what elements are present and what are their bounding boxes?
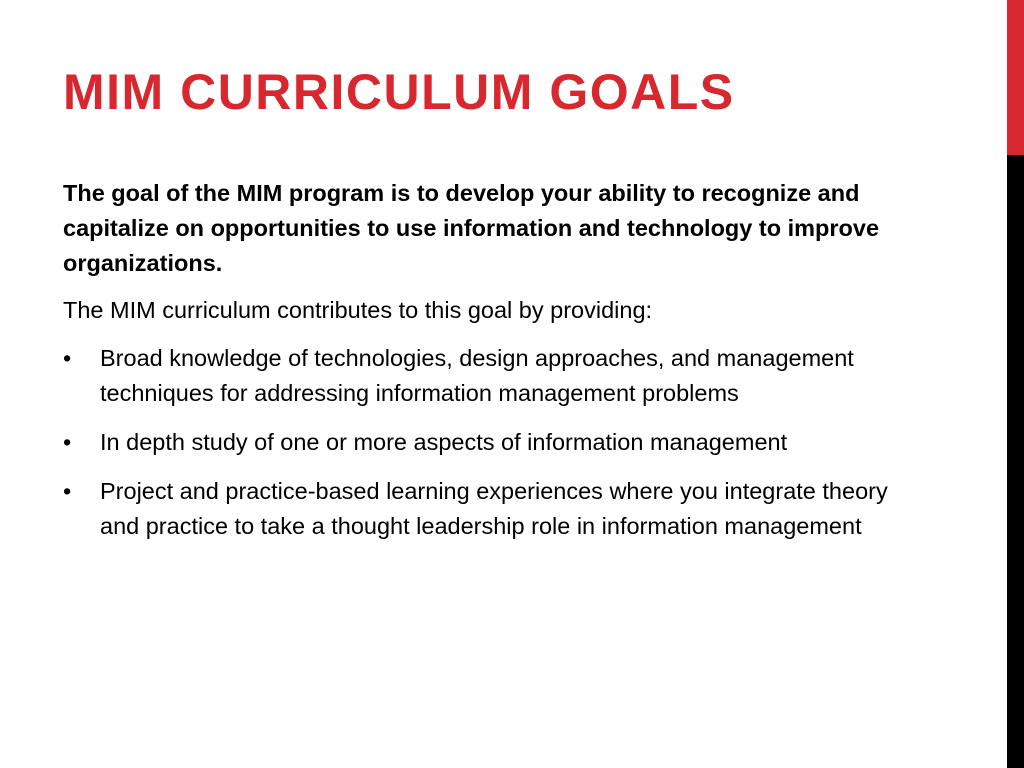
bullet-icon: • xyxy=(63,429,72,455)
bullet-list xyxy=(63,341,893,544)
bullet-item xyxy=(63,474,893,544)
bullet-text: In depth study of one or more aspects of information management xyxy=(100,429,788,455)
bullet-icon: • xyxy=(63,345,72,371)
bullet-icon: • xyxy=(63,478,72,504)
intro-paragraph: The goal of the MIM program is to develop your ability to recognize and capitalize on opportunities to use information and technology to improve organizations. xyxy=(63,180,880,276)
slide-body xyxy=(63,176,893,558)
bullet-item xyxy=(63,425,893,460)
bullet-item xyxy=(63,341,893,411)
slide-title: MIM CURRICULUM GOALS xyxy=(63,64,735,120)
lead-paragraph: The MIM curriculum contributes to this goal by providing: xyxy=(63,297,653,323)
bullet-text: Project and practice-based learning experiences where you integrate theory and practice to take a thought leadership role in information management xyxy=(100,478,888,539)
accent-bar-black xyxy=(1007,155,1024,768)
bullet-text: Broad knowledge of technologies, design approaches, and management techniques for addressing information management problems xyxy=(100,345,854,406)
accent-bar-red xyxy=(1007,0,1024,155)
